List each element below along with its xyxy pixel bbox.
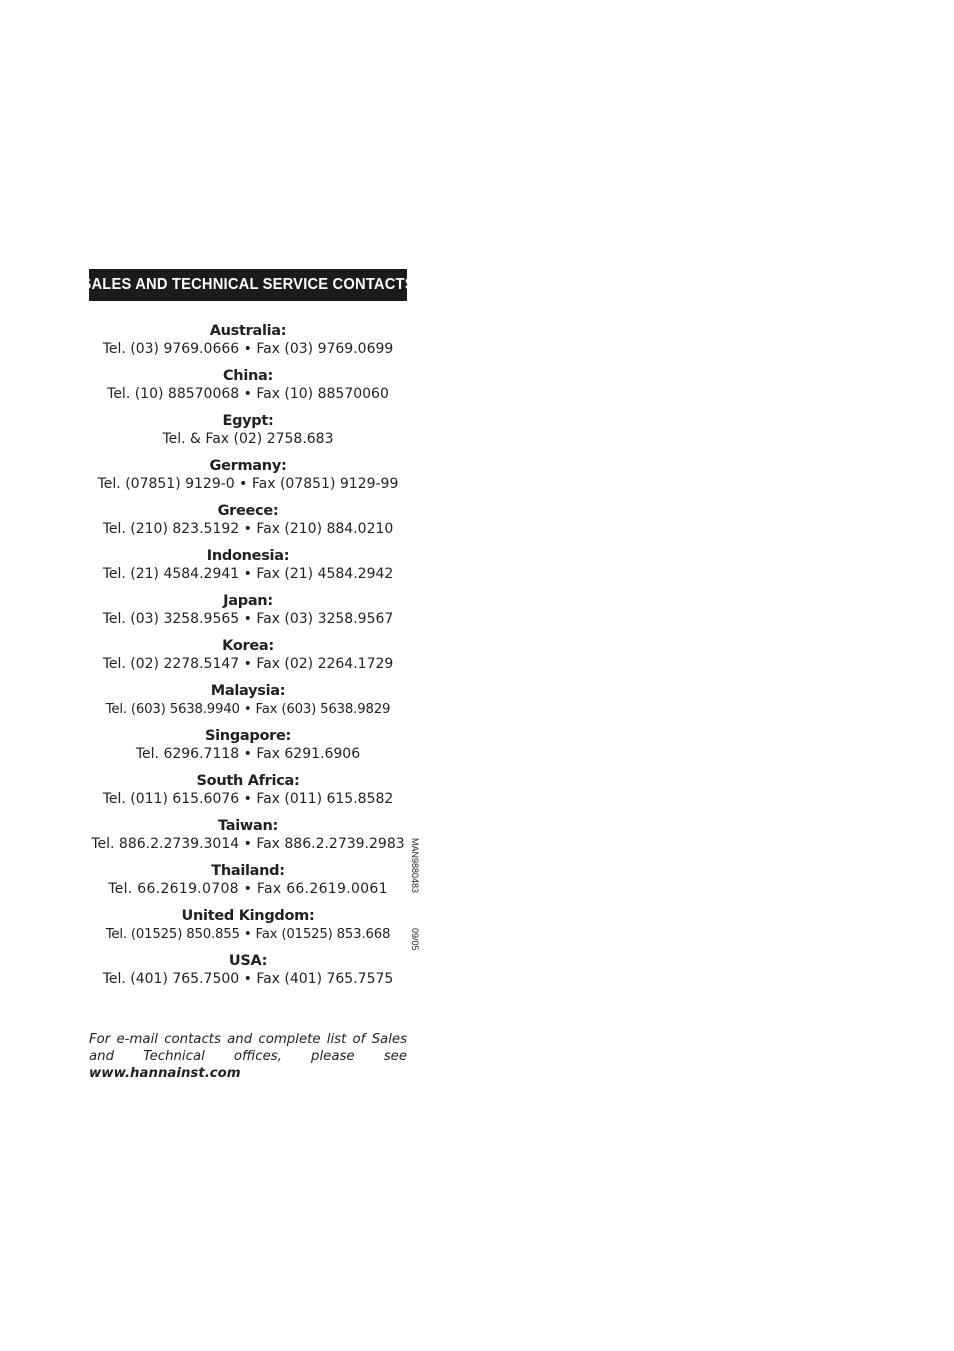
country-name: Singapore: (204, 728, 292, 744)
website-link[interactable]: www.hannainst.com (89, 1066, 241, 1081)
contact-entry-china (89, 367, 407, 412)
country-name: Egypt: (222, 413, 274, 429)
contact-entry-indonesia (89, 547, 407, 592)
country-name: China: (222, 368, 274, 384)
phone-numbers: Tel. (03) 3258.9565 • Fax (03) 3258.9567 (102, 611, 394, 627)
contact-entry-germany (89, 457, 407, 502)
phone-numbers: Tel. (21) 4584.2941 • Fax (21) 4584.2942 (102, 566, 394, 582)
contact-entry-korea (89, 637, 407, 682)
phone-numbers: Tel. & Fax (02) 2758.683 (162, 431, 334, 447)
footer-text: For e-mail contacts and complete list of Sales and Technical offices, please see (89, 1032, 407, 1064)
contact-entry-singapore (89, 727, 407, 772)
manual-code: MAN9880483 (410, 838, 420, 894)
phone-numbers: Tel. 6296.7118 • Fax 6291.6906 (135, 746, 361, 762)
country-name: Australia: (209, 323, 287, 339)
phone-numbers: Tel. (07851) 9129-0 • Fax (07851) 9129-99 (97, 476, 399, 492)
country-name: USA: (228, 953, 268, 969)
contact-entry-egypt (89, 412, 407, 457)
phone-numbers: Tel. (401) 765.7500 • Fax (401) 765.7575 (102, 971, 394, 987)
phone-numbers: Tel. (603) 5638.9940 • Fax (603) 5638.9829 (105, 702, 391, 717)
footer-note (89, 1031, 407, 1082)
phone-numbers: Tel. 886.2.2739.3014 • Fax 886.2.2739.2983 (91, 836, 405, 852)
contact-entry-japan (89, 592, 407, 637)
country-name: Taiwan: (218, 818, 278, 834)
contact-entry-greece (89, 502, 407, 547)
phone-numbers: Tel. (210) 823.5192 • Fax (210) 884.0210 (102, 521, 394, 537)
print-date-code: 09/05 (410, 928, 420, 951)
section-header (81, 269, 415, 301)
contact-list (89, 322, 407, 997)
phone-numbers: Tel. 66.2619.0708 • Fax 66.2619.0061 (108, 881, 388, 897)
country-name: Thailand: (211, 863, 285, 879)
section-title: SALES AND TECHNICAL SERVICE CONTACTS (81, 276, 415, 293)
country-name: Germany: (209, 458, 287, 474)
phone-numbers: Tel. (02) 2278.5147 • Fax (02) 2264.1729 (102, 656, 394, 672)
phone-numbers: Tel. (10) 88570068 • Fax (10) 88570060 (107, 386, 389, 402)
contact-entry-malaysia (89, 682, 407, 727)
phone-numbers: Tel. (011) 615.6076 • Fax (011) 615.8582 (102, 791, 394, 807)
phone-numbers: Tel. (03) 9769.0666 • Fax (03) 9769.0699 (102, 341, 394, 357)
country-name: Indonesia: (206, 548, 290, 564)
contact-entry-thailand (89, 862, 407, 907)
contact-entry-taiwan (89, 817, 407, 862)
country-name: Greece: (217, 503, 279, 519)
country-name: South Africa: (196, 773, 300, 789)
contact-entry-usa (89, 952, 407, 997)
country-name: Korea: (222, 638, 274, 654)
country-name: Malaysia: (210, 683, 286, 699)
country-name: Japan: (223, 593, 273, 609)
contact-entry-australia (89, 322, 407, 367)
contact-entry-united-kingdom (89, 907, 407, 952)
contact-entry-south-africa (89, 772, 407, 817)
country-name: United Kingdom: (181, 908, 315, 924)
phone-numbers: Tel. (01525) 850.855 • Fax (01525) 853.668 (105, 927, 391, 942)
